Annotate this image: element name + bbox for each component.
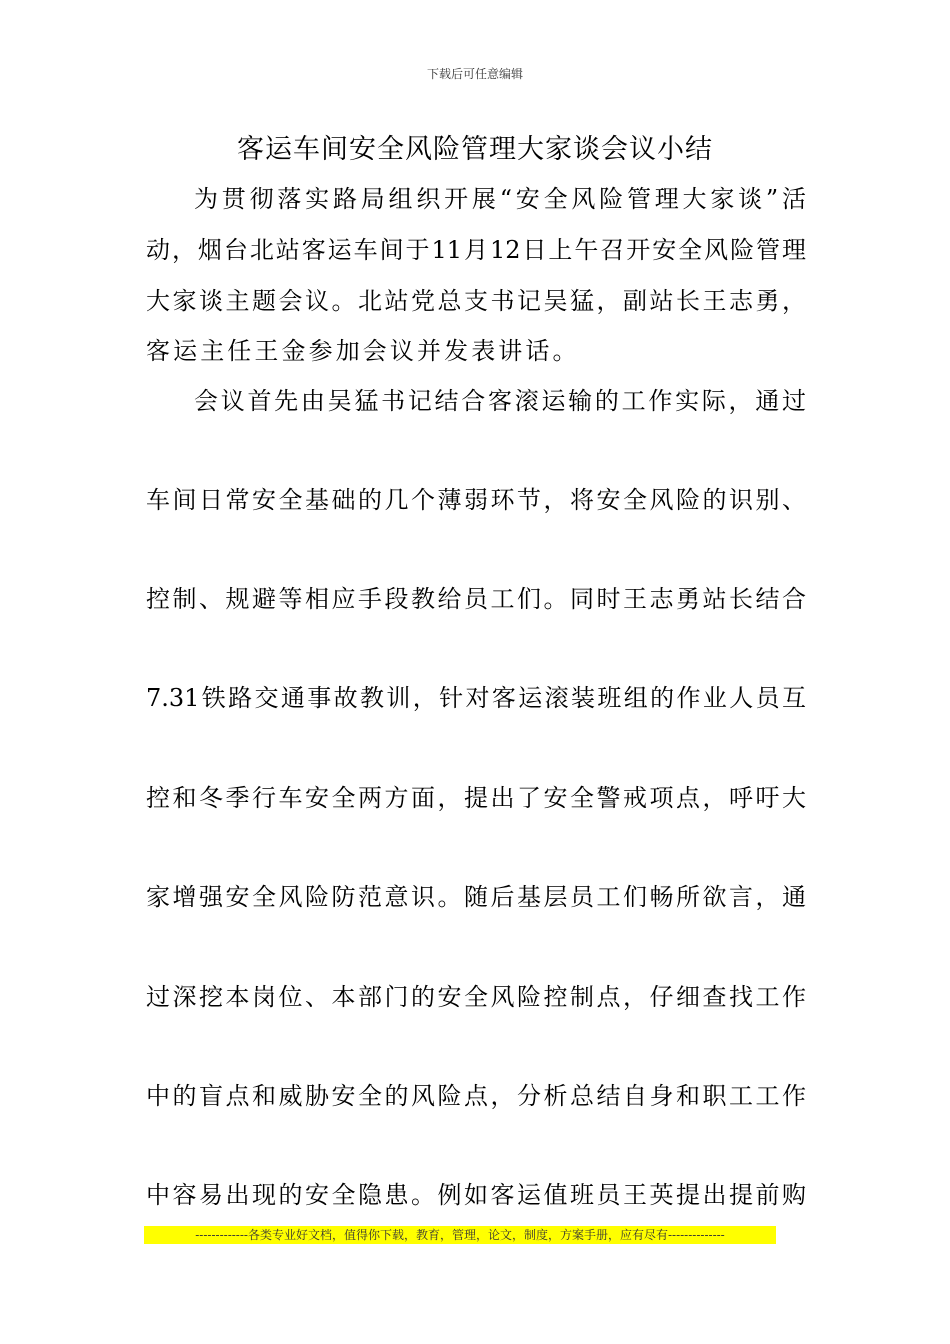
paragraph-line: 中容易出现的安全隐患。例如客运值班员王英提出提前购 (146, 1181, 806, 1209)
paragraph-line: 控和冬季行车安全两方面，提出了安全警戒项点，呼吁大 (146, 784, 806, 812)
paragraph-line: 为贯彻落实路局组织开展“安全风险管理大家谈”活 (194, 185, 806, 213)
header-note: 下载后可任意编辑 (426, 67, 523, 81)
paragraph-line: 中的盲点和威胁安全的风险点，分析总结自身和职工工作 (146, 1082, 806, 1110)
paragraph-line: 动，烟台北站客运车间于11月12日上午召开安全风险管理 (146, 236, 806, 264)
paragraph-line: 过深挖本岗位、本部门的安全风险控制点，仔细查找工作 (146, 983, 806, 1011)
paragraph-line: 7.31铁路交通事故教训，针对客运滚装班组的作业人员互 (146, 684, 806, 712)
paragraph-line: 客运主任王金参加会议并发表讲话。 (146, 337, 580, 365)
paragraph-line: 控制、规避等相应手段教给员工们。同时王志勇站长结合 (146, 585, 806, 613)
paragraph-line: 会议首先由吴猛书记结合客滚运输的工作实际，通过 (194, 387, 806, 415)
footer-banner: -------------各类专业好文档，值得你下载，教育，管理，论文，制度，方案手册，应有尽有-------------- (144, 1226, 776, 1244)
paragraph-line: 家增强安全风险防范意识。随后基层员工们畅所欲言，通 (146, 883, 806, 911)
paragraph-line: 大家谈主题会议。北站党总支书记吴猛，副站长王志勇， (146, 287, 806, 315)
document-title: 客运车间安全风险管理大家谈会议小结 (237, 134, 713, 165)
paragraph-line: 车间日常安全基础的几个薄弱环节，将安全风险的识别、 (146, 486, 806, 514)
